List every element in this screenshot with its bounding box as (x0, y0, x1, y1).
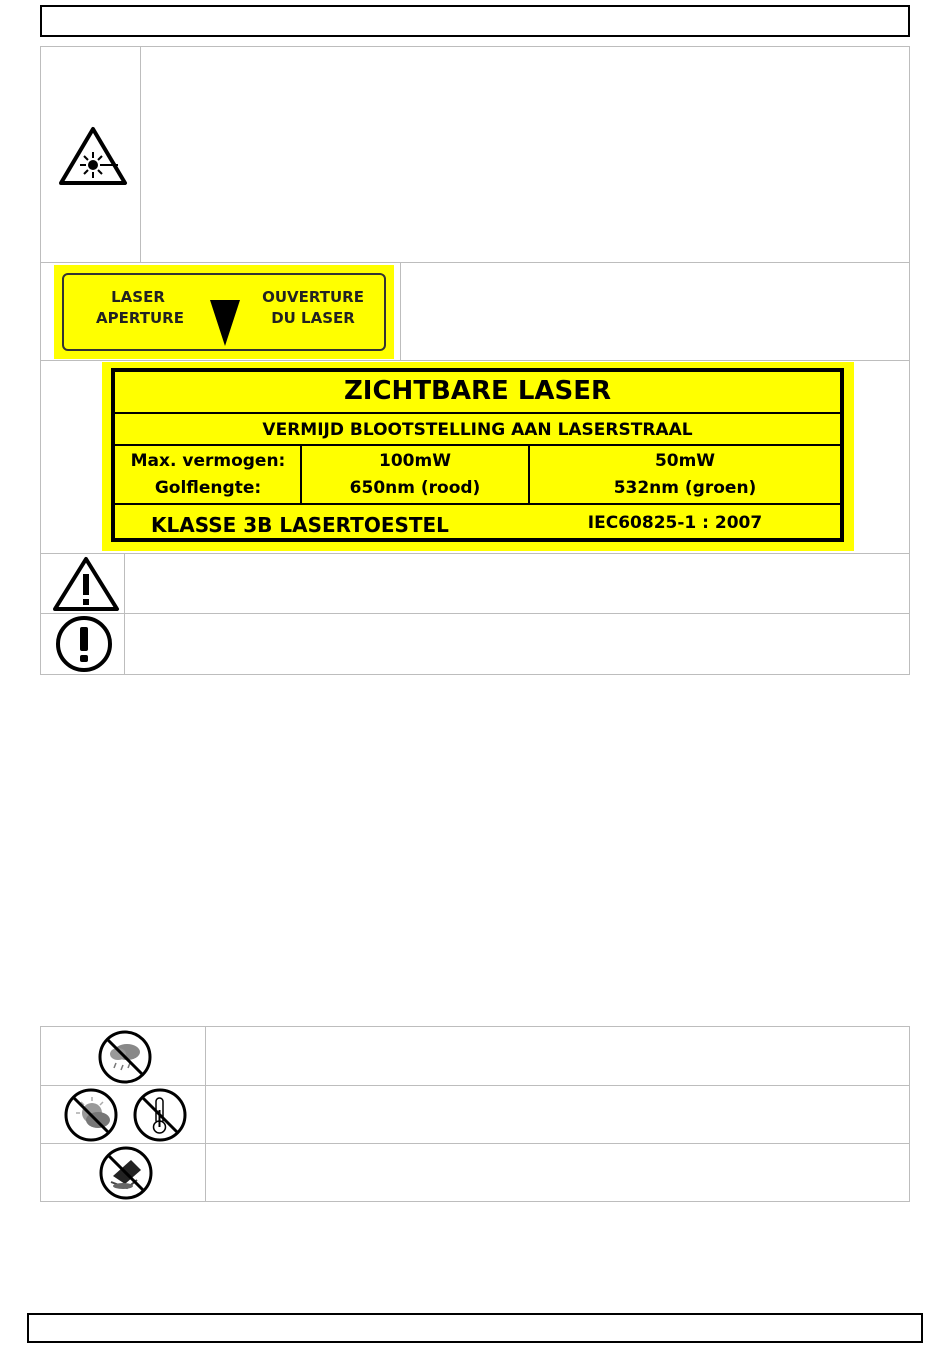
warning-label-subtitle: VERMIJD BLOOTSTELLING AAN LASERSTRAAL (262, 420, 693, 440)
laser-class: KLASSE 3B LASERTOESTEL (151, 513, 449, 537)
no-heat-icon (62, 1088, 120, 1142)
divider (40, 1085, 910, 1086)
no-rain-icon (96, 1030, 154, 1084)
laser-hazard-icon (58, 126, 128, 186)
caution-triangle-icon (52, 556, 120, 612)
divider (40, 360, 910, 361)
divider (40, 1143, 910, 1144)
exclamation-circle-icon (54, 616, 114, 672)
page-footer-box (27, 1313, 923, 1343)
no-dust-icon (97, 1146, 155, 1200)
warning-label-title: ZICHTBARE LASER (343, 376, 612, 406)
aperture-right-line2: DU LASER (271, 309, 355, 327)
page-header-box (40, 5, 910, 37)
red-power-value: 100mW (379, 451, 451, 471)
red-wavelength-value: 650nm (rood) (349, 478, 481, 498)
power-label: Max. vermogen: (130, 451, 286, 471)
aperture-right-line1: OUVERTURE (262, 288, 364, 306)
divider (140, 46, 141, 263)
wavelength-label: Golflengte: (154, 478, 262, 498)
green-power-value: 50mW (654, 451, 716, 471)
divider (40, 262, 910, 263)
standard-reference: IEC60825-1 : 2007 (587, 513, 763, 533)
arrow-down-icon (208, 298, 242, 348)
divider (205, 1026, 206, 1202)
no-extreme-temperature-icon (131, 1088, 189, 1142)
warning-label (111, 368, 844, 542)
divider (400, 262, 401, 360)
divider (40, 613, 910, 614)
green-wavelength-value: 532nm (groen) (613, 478, 757, 498)
divider (40, 553, 910, 554)
aperture-left-line2: APERTURE (96, 309, 184, 327)
aperture-left-line1: LASER (111, 288, 165, 306)
